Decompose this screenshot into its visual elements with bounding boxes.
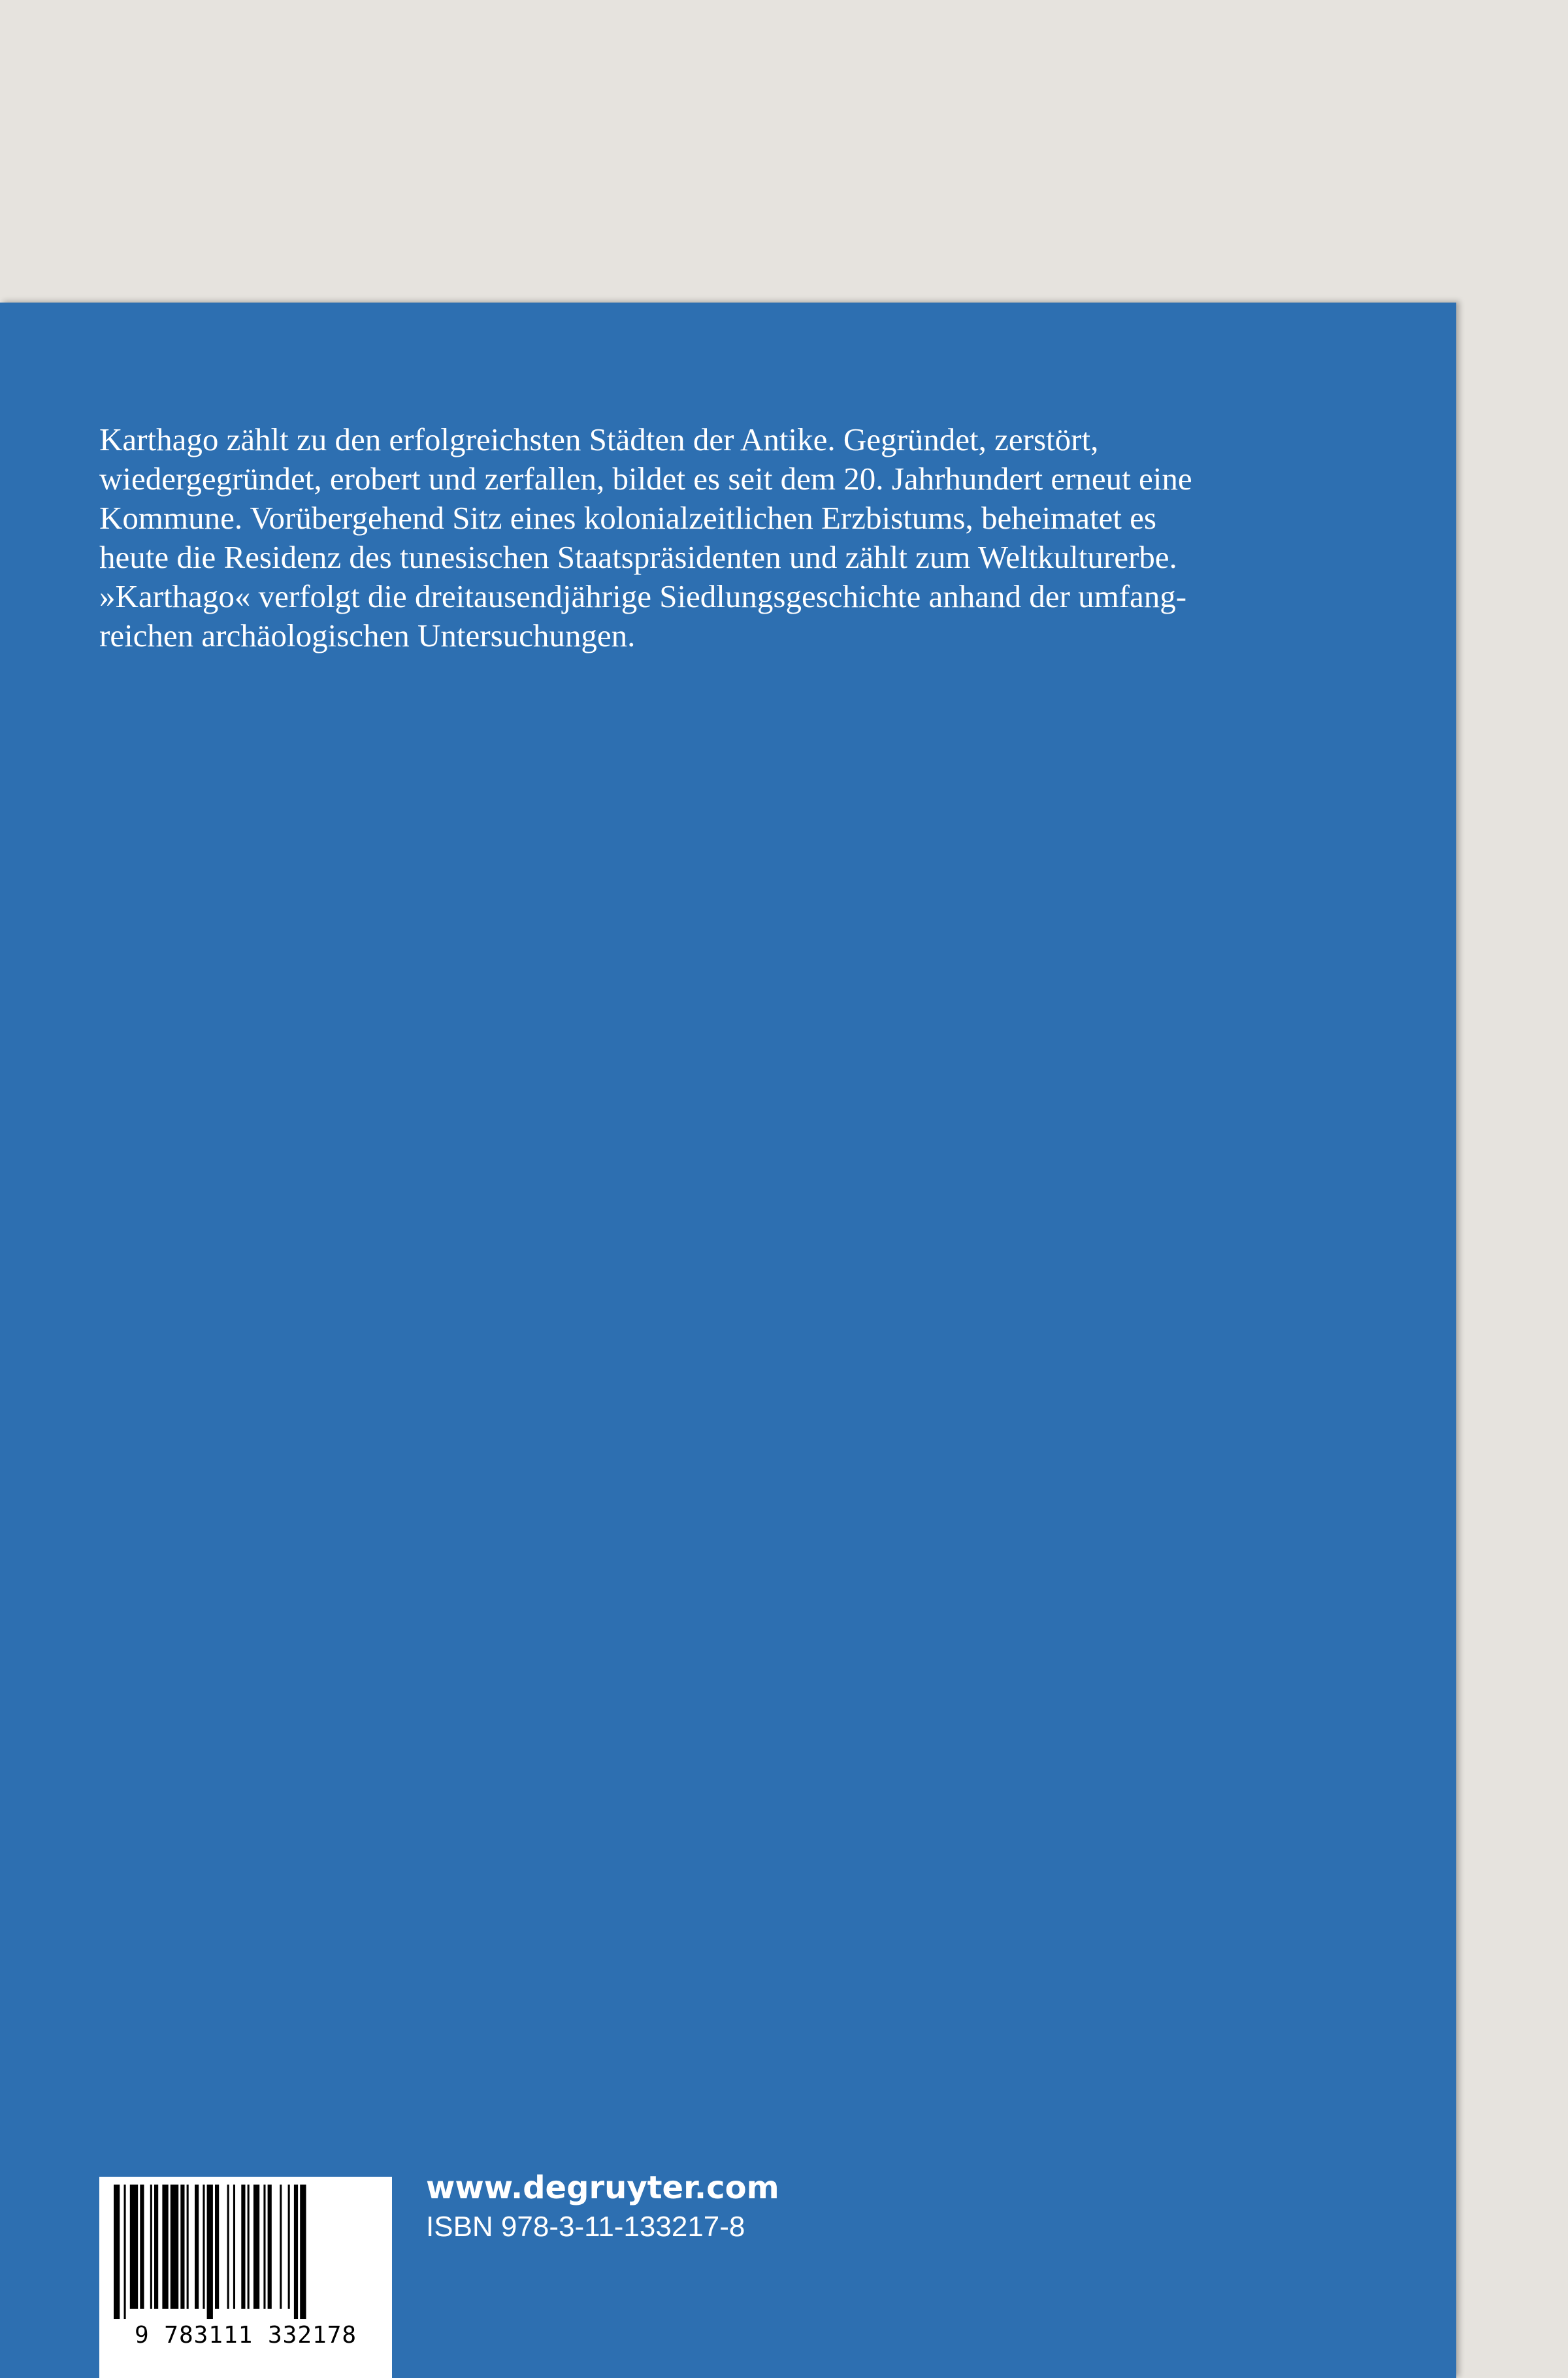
barcode-bar <box>227 2185 229 2309</box>
barcode-bar <box>207 2185 213 2319</box>
barcode-bar <box>300 2185 306 2319</box>
barcode-bar <box>150 2185 152 2309</box>
barcode-bar <box>215 2185 219 2309</box>
blurb-line: wiedergegründet, erobert und zerfallen, bildet es seit dem 20. Jahrhundert erneut eine <box>99 461 1192 497</box>
barcode-bar <box>162 2185 168 2309</box>
barcode-bar <box>180 2185 184 2309</box>
barcode-bar <box>268 2185 272 2309</box>
barcode-bar <box>288 2185 290 2309</box>
blurb-line: »Karthago« verfolgt die dreitausendjährige Siedlungsgeschichte anhand der umfang- <box>99 578 1187 614</box>
barcode-bar <box>280 2185 282 2309</box>
barcode-bar <box>140 2185 144 2309</box>
barcode-bar <box>114 2185 120 2319</box>
barcode-bar <box>241 2185 245 2309</box>
blurb-line: heute die Residenz des tunesischen Staatspräsidenten und zählt zum Weltkulturerbe. <box>99 539 1177 575</box>
barcode-bar <box>233 2185 235 2309</box>
barcode-bar <box>253 2185 259 2309</box>
blurb-line: Kommune. Vorübergehend Sitz eines kolonialzeitlichen Erzbistums, beheimatet es <box>99 500 1156 536</box>
barcode-digits: 9 783111 332178 <box>134 2322 357 2349</box>
barcode-bar <box>195 2185 199 2309</box>
blurb-line: Karthago zählt zu den erfolgreichsten Städten der Antike. Gegründet, zerstört, <box>99 421 1099 457</box>
barcode-bar <box>248 2185 250 2309</box>
barcode <box>99 2177 392 2378</box>
barcode-bar <box>154 2185 158 2309</box>
back-cover <box>0 303 1456 2378</box>
barcode-bar <box>130 2185 138 2309</box>
barcode-bar <box>263 2185 265 2309</box>
isbn: ISBN 978-3-11-133217-8 <box>426 2211 745 2243</box>
barcode-bar <box>187 2185 189 2309</box>
blurb-line: reichen archäologischen Untersuchungen. <box>99 618 636 653</box>
publisher-url: www.degruyter.com <box>426 2170 779 2206</box>
barcode-bar <box>203 2185 204 2309</box>
blurb-text <box>99 420 1341 655</box>
barcode-bar <box>294 2185 298 2319</box>
barcode-bar <box>124 2185 126 2319</box>
barcode-bar <box>171 2185 178 2309</box>
